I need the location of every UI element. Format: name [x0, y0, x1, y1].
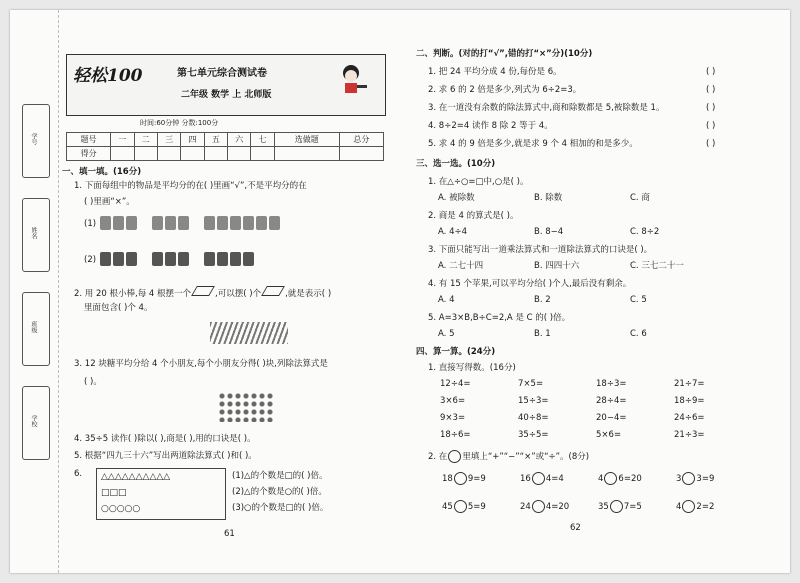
- calc-item[interactable]: 7×5=: [518, 379, 544, 389]
- student-id-label: 学号: [30, 133, 37, 145]
- fill-item[interactable]: 3 3=9: [676, 474, 715, 484]
- q1-1-label: (1): [84, 219, 97, 229]
- choice-3-c[interactable]: C. 三七二十一: [630, 261, 684, 271]
- sticks-picture: [210, 322, 288, 344]
- candies-picture: [218, 392, 274, 422]
- calc-item[interactable]: 24÷6=: [674, 413, 705, 423]
- time-score-info: 时间:60分钟 分数:100分: [140, 119, 219, 127]
- score-field[interactable]: [204, 147, 227, 161]
- score-field[interactable]: [111, 147, 134, 161]
- table-cell: 总分: [339, 133, 383, 147]
- fill-item[interactable]: 4 2=2: [676, 502, 715, 512]
- squares: □□□: [101, 488, 127, 498]
- calc-item[interactable]: 28÷4=: [596, 396, 627, 406]
- judge-paren[interactable]: ( ): [706, 85, 716, 95]
- q1-2-label: (2): [84, 255, 97, 265]
- choice-4-q: 4. 有 15 个苹果,可以平均分给( )个人,最后没有剩余。: [428, 279, 632, 289]
- q6-label: 6.: [74, 469, 83, 479]
- score-table: [66, 132, 384, 161]
- test-header: [66, 54, 386, 116]
- brand-logo: 轻松100: [73, 66, 143, 86]
- calc-item[interactable]: 18÷3=: [596, 379, 627, 389]
- choice-1-a[interactable]: A. 被除数: [438, 193, 475, 203]
- test-title: 第七单元综合测试卷: [177, 68, 267, 79]
- score-field[interactable]: [181, 147, 204, 161]
- choice-5-a[interactable]: A. 5: [438, 329, 455, 339]
- fill-item[interactable]: 18 9=9: [442, 474, 486, 484]
- judge-4: 4. 8÷2=4 读作 8 除 2 等于 4。: [428, 121, 553, 131]
- fill-item[interactable]: 35 7=5: [598, 502, 642, 512]
- cartoon-boy-icon: [337, 63, 367, 97]
- q6-line-3: (3)○的个数是□的( )倍。: [232, 503, 329, 513]
- section-1-heading: 一、填一填。(16分): [62, 167, 142, 177]
- name-box: [22, 198, 50, 272]
- circles: ○○○○○: [101, 504, 141, 514]
- fill-instruction: 2. 在 里填上“+”“−”“×”或“÷”。(8分): [428, 452, 590, 462]
- table-cell: 三: [157, 133, 180, 147]
- score-field[interactable]: [157, 147, 180, 161]
- table-cell: 一: [111, 133, 134, 147]
- calc-item[interactable]: 20−4=: [596, 413, 627, 423]
- table-cell: 题号: [67, 133, 111, 147]
- choice-4-c[interactable]: C. 5: [630, 295, 647, 305]
- score-table-header: [67, 133, 384, 147]
- judge-2: 2. 求 6 的 2 倍是多少,列式为 6÷2=3。: [428, 85, 582, 95]
- calc-item[interactable]: 5×6=: [596, 430, 622, 440]
- choice-3-a[interactable]: A. 二七十四: [438, 261, 484, 271]
- calc-item[interactable]: 21÷7=: [674, 379, 705, 389]
- exam-spread: [10, 10, 790, 573]
- calc-instruction: 1. 直接写得数。(16分): [428, 363, 516, 373]
- choice-2-a[interactable]: A. 4÷4: [438, 227, 468, 237]
- table-cell: 得分: [67, 147, 111, 161]
- binding-margin: [10, 10, 59, 573]
- calc-item[interactable]: 18÷9=: [674, 396, 705, 406]
- calc-item[interactable]: 40÷8=: [518, 413, 549, 423]
- choice-4-b[interactable]: B. 2: [534, 295, 551, 305]
- fill-item[interactable]: 4 6=20: [598, 474, 642, 484]
- judge-1: 1. 把 24 平均分成 4 份,每份是 6。: [428, 67, 562, 77]
- q1-1-group: [100, 216, 280, 230]
- calc-item[interactable]: 35÷5=: [518, 430, 549, 440]
- score-table-row: [67, 147, 384, 161]
- choice-2-q: 2. 商是 4 的算式是( )。: [428, 211, 519, 221]
- apple-icon: [610, 500, 623, 513]
- apple-icon: [532, 500, 545, 513]
- table-cell: 二: [134, 133, 157, 147]
- page-number-right: 62: [570, 523, 581, 533]
- calc-item[interactable]: 18÷6=: [440, 430, 471, 440]
- choice-1-q: 1. 在△÷○=□中,○是( )。: [428, 177, 529, 187]
- table-cell: 六: [228, 133, 251, 147]
- q3-text: 3. 12 块糖平均分给 4 个小朋友,每个小朋友分得( )块,列除法算式是: [74, 359, 328, 369]
- choice-2-c[interactable]: C. 8÷2: [630, 227, 660, 237]
- apple-icon: [448, 450, 461, 463]
- calc-item[interactable]: 3×6=: [440, 396, 466, 406]
- score-field[interactable]: [251, 147, 274, 161]
- judge-paren[interactable]: ( ): [706, 121, 716, 131]
- fill-item[interactable]: 24 4=20: [520, 502, 570, 512]
- q6-line-2: (2)△的个数是○的( )倍。: [232, 487, 327, 497]
- table-cell: 五: [204, 133, 227, 147]
- apple-icon: [532, 472, 545, 485]
- table-cell: 七: [251, 133, 274, 147]
- section-4-heading: 四、算一算。(24分): [416, 347, 496, 357]
- choice-5-c[interactable]: C. 6: [630, 329, 647, 339]
- choice-5-q: 5. A=3×B,B÷C=2,A 是 C 的( )倍。: [428, 313, 571, 323]
- section-2-heading: 二、判断。(对的打“√”,错的打“×”分)(10分): [416, 49, 593, 59]
- q1-text-2: ( )里画“×”。: [84, 197, 135, 207]
- school-label: 学校: [30, 415, 37, 427]
- judge-3: 3. 在一道没有余数的除法算式中,商和除数都是 5,被除数是 1。: [428, 103, 665, 113]
- triangles: △△△△△△△△△△: [101, 472, 171, 482]
- test-subtitle: 二年级 数学 上 北师版: [181, 90, 272, 100]
- score-field[interactable]: [274, 147, 339, 161]
- judge-paren[interactable]: ( ): [706, 67, 716, 77]
- class-box: [22, 292, 50, 366]
- judge-5: 5. 求 4 的 9 倍是多少,就是求 9 个 4 相加的和是多少。: [428, 139, 638, 149]
- apple-icon: [454, 472, 467, 485]
- q5-text: 5. 根据“四九三十六”写出两道除法算式( )和( )。: [74, 451, 257, 461]
- page-number-left: 61: [224, 529, 235, 539]
- choice-2-b[interactable]: B. 8−4: [534, 227, 564, 237]
- student-id-box: [22, 104, 50, 178]
- choice-3-b[interactable]: B. 四四十六: [534, 261, 580, 271]
- score-field[interactable]: [339, 147, 383, 161]
- school-box: [22, 386, 50, 460]
- judge-paren[interactable]: ( ): [706, 139, 716, 149]
- q2-text-2: 里面包含( )个 4。: [84, 303, 153, 313]
- choice-4-a[interactable]: A. 4: [438, 295, 455, 305]
- fill-item[interactable]: 16 4=4: [520, 474, 564, 484]
- q6-line-1: (1)△的个数是□的( )倍。: [232, 471, 328, 481]
- q6-shapes-box: [96, 468, 226, 520]
- section-3-heading: 三、选一选。(10分): [416, 159, 496, 169]
- calc-item[interactable]: 12÷4=: [440, 379, 471, 389]
- apple-icon: [454, 500, 467, 513]
- fill-item[interactable]: 45 5=9: [442, 502, 486, 512]
- class-label: 班级: [30, 321, 37, 333]
- name-label: 姓名: [30, 227, 37, 239]
- choice-3-q: 3. 下面只能写出一道乘法算式和一道除法算式的口诀是( )。: [428, 245, 653, 255]
- choice-1-c[interactable]: C. 商: [630, 193, 650, 203]
- q1-text: 1. 下面每组中的物品是平均分的在( )里画“√”,不是平均分的在: [74, 181, 307, 191]
- choice-1-b[interactable]: B. 除数: [534, 193, 563, 203]
- calc-item[interactable]: 21÷3=: [674, 430, 705, 440]
- table-cell: 选做题: [274, 133, 339, 147]
- calc-item[interactable]: 9×3=: [440, 413, 466, 423]
- score-field[interactable]: [134, 147, 157, 161]
- judge-paren[interactable]: ( ): [706, 103, 716, 113]
- apple-icon: [682, 472, 695, 485]
- q4-text: 4. 35÷5 读作( )除以( ),商是( ),用的口诀是( )。: [74, 434, 256, 444]
- apple-icon: [604, 472, 617, 485]
- table-cell: 四: [181, 133, 204, 147]
- calc-item[interactable]: 15÷3=: [518, 396, 549, 406]
- q2-text: 2. 用 20 根小棒,每 4 根摆一个 ,可以摆( )个 ,就是表示( ): [74, 286, 331, 299]
- choice-5-b[interactable]: B. 1: [534, 329, 551, 339]
- q3-text-2: ( )。: [84, 377, 102, 387]
- q1-2-group: [100, 252, 254, 266]
- score-field[interactable]: [228, 147, 251, 161]
- apple-icon: [682, 500, 695, 513]
